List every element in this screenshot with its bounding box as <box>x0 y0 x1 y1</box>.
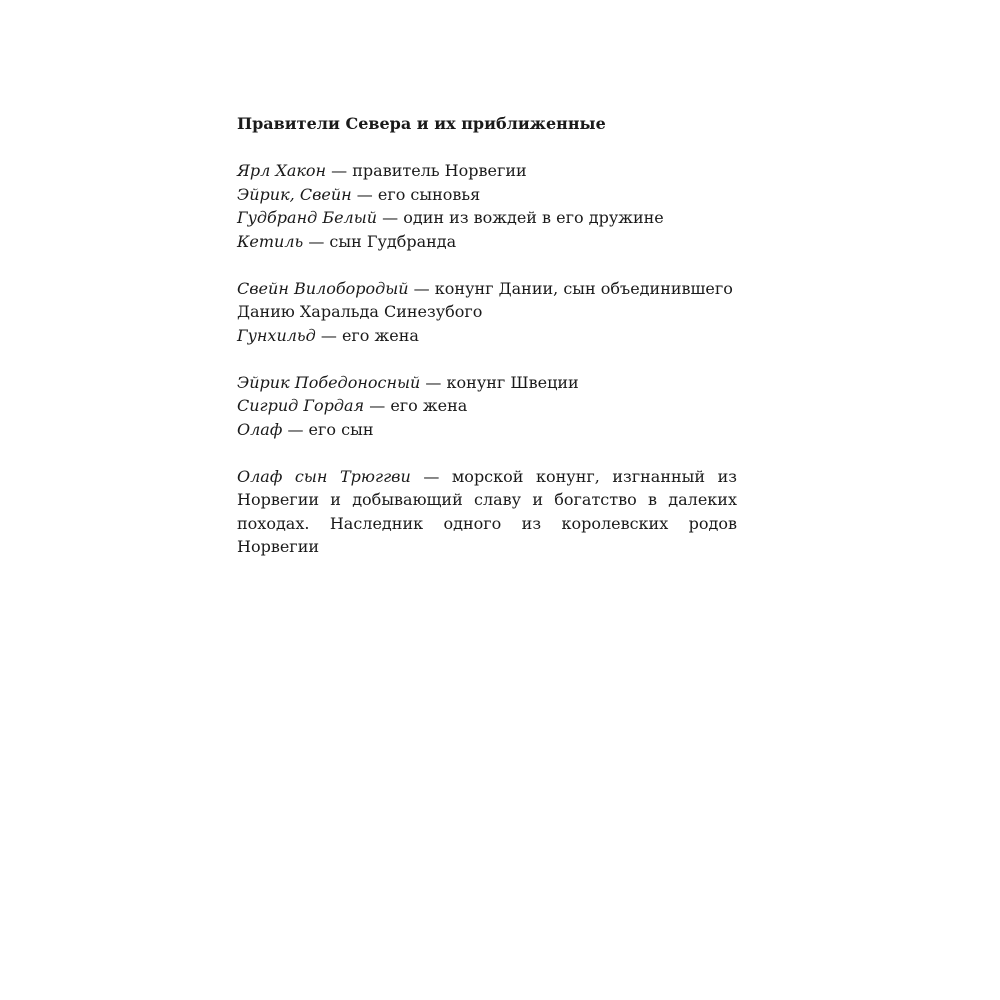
character-description: — конунг Дании, сын объединившего Данию Харальда Синезубого <box>237 278 733 321</box>
character-name: Гунхильд <box>237 325 316 345</box>
character-description: — его сын <box>282 419 374 439</box>
character-name: Эйрик, Свейн <box>237 184 352 204</box>
character-entry <box>237 159 737 183</box>
character-entry <box>237 324 737 348</box>
character-entry <box>237 418 737 442</box>
character-entry <box>237 206 737 230</box>
character-list <box>237 112 737 582</box>
character-description: — его сыновья <box>351 184 481 204</box>
character-description: — один из вождей в его дружине <box>377 208 664 227</box>
character-entry <box>237 183 737 207</box>
character-name: Ярл Хакон <box>237 161 327 180</box>
character-description: — его жена <box>315 325 419 345</box>
character-entry <box>237 277 737 324</box>
character-description: — правитель Норвегии <box>326 161 527 180</box>
section-heading: Правители Севера и их приближенные <box>237 114 606 133</box>
character-group-olaf <box>237 465 737 559</box>
character-name: Эйрик Победоносный <box>237 372 421 392</box>
character-name: Олаф <box>237 419 283 439</box>
character-name: Олаф сын Трюггви <box>237 466 411 486</box>
character-description: — конунг Швеции <box>420 372 579 392</box>
character-description: — его жена <box>364 396 468 415</box>
character-description: — сын Гудбранда <box>303 231 457 251</box>
character-group-norway <box>237 159 737 253</box>
character-entry <box>237 371 737 395</box>
character-group-denmark <box>237 277 737 348</box>
character-entry <box>237 394 737 418</box>
character-name: Кетиль <box>237 231 304 251</box>
character-entry <box>237 230 737 254</box>
character-name: Свейн Вилобородый <box>237 278 409 298</box>
character-group-sweden <box>237 371 737 442</box>
character-description: — морской конунг, изгнанный из Норвегии и добывающий славу и богатство в далеких походах. Наследник одного из королевских родов Норвегии <box>237 466 738 556</box>
character-name: Гудбранд Белый <box>237 208 378 227</box>
character-name: Сигрид Гордая <box>237 396 365 415</box>
character-entry <box>237 465 737 559</box>
